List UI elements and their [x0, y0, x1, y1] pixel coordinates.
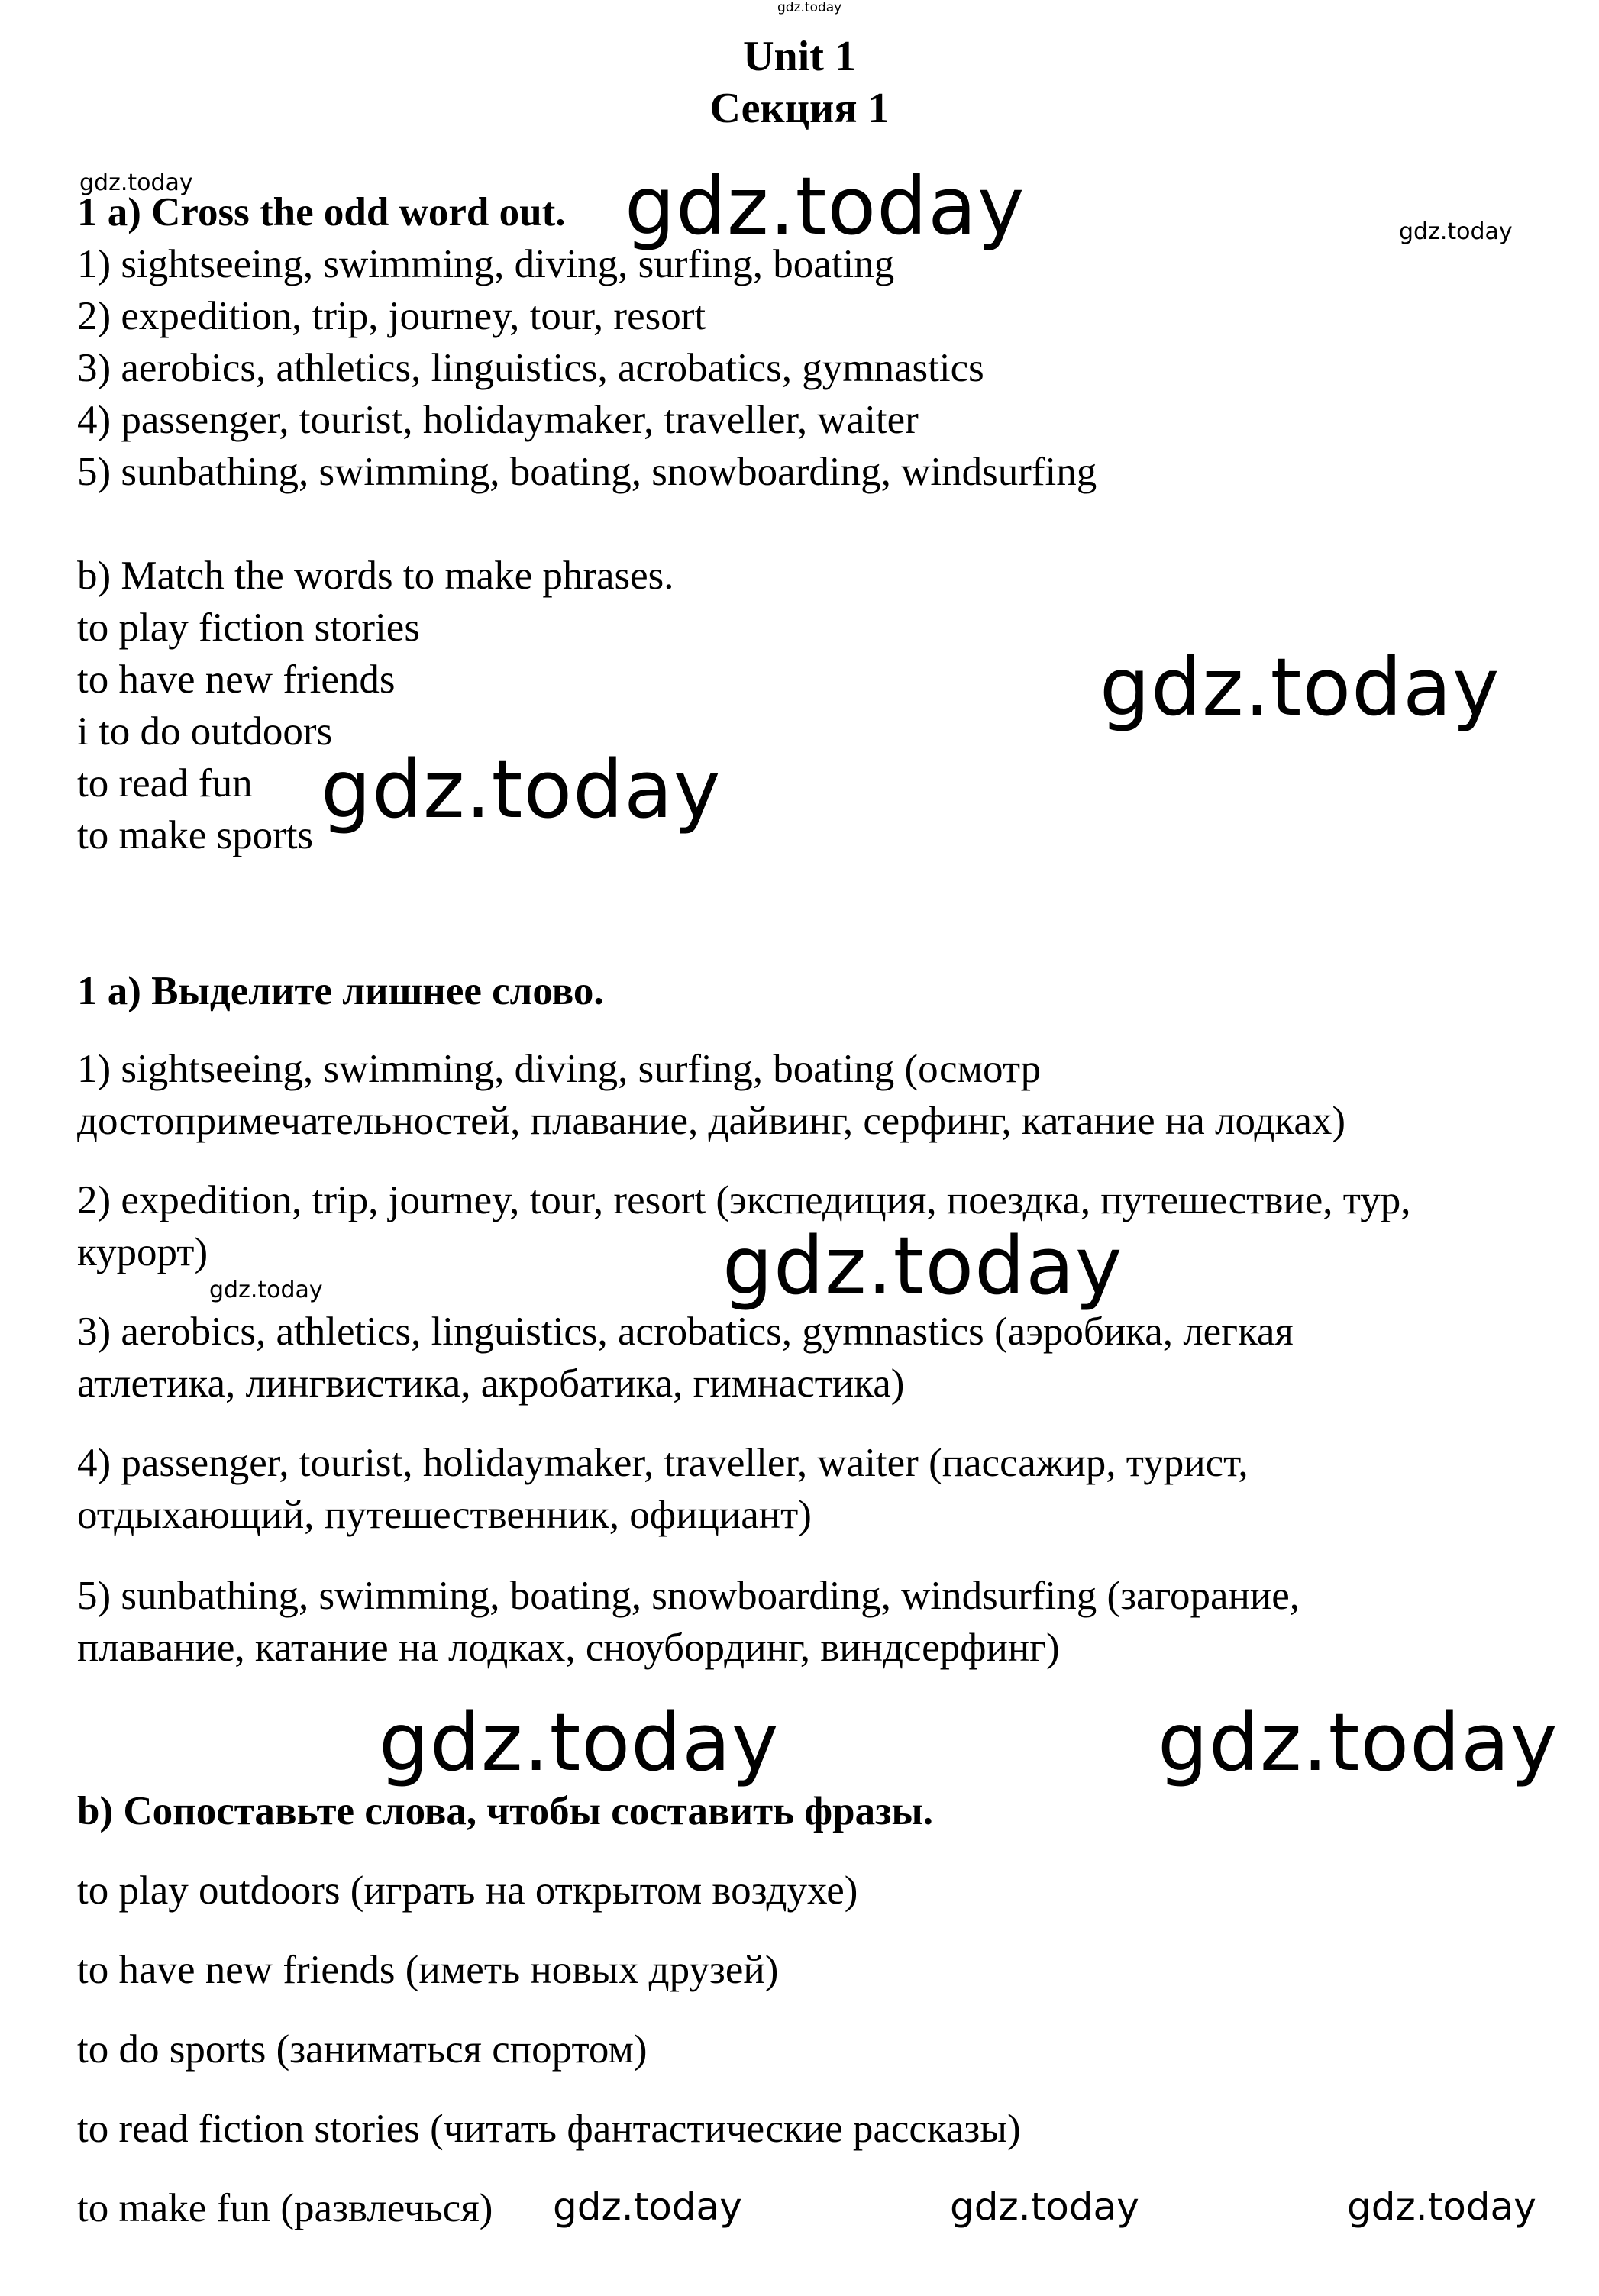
exercise-en-b-item: to have new friends	[77, 657, 396, 702]
watermark-large: gdz.today	[379, 1696, 780, 1789]
exercise-en-b-item: to make sports	[77, 813, 314, 857]
tiny-watermark: gdz.today	[777, 0, 842, 15]
unit-title: Unit 1	[743, 33, 856, 80]
exercise-ru-b-item: to do sports (заниматься спортом)	[77, 2027, 648, 2072]
section-title: Секция 1	[709, 85, 890, 132]
exercise-en-a-title: 1 a) Cross the odd word out.	[77, 190, 566, 234]
watermark-small: gdz.today	[79, 170, 193, 196]
exercise-en-b-item: i to do outdoors	[77, 709, 333, 754]
exercise-ru-a-item-line: 4) passenger, tourist, holidaymaker, traveller, waiter (пассажир, турист,	[77, 1441, 1249, 1485]
exercise-ru-a-item-line: курорт)	[77, 1230, 208, 1274]
exercise-ru-a-item-line: достопримечательностей, плавание, дайвинг, серфинг, катание на лодках)	[77, 1099, 1346, 1143]
exercise-en-b-title: b) Match the words to make phrases.	[77, 554, 674, 598]
watermark-medium: gdz.today	[1347, 2185, 1536, 2229]
watermark-large: gdz.today	[722, 1219, 1123, 1313]
watermark-medium: gdz.today	[950, 2185, 1139, 2229]
exercise-en-a-item: 4) passenger, tourist, holidaymaker, traveller, waiter	[77, 398, 919, 442]
exercise-ru-a-item-line: 5) sunbathing, swimming, boating, snowboarding, windsurfing (загорание,	[77, 1574, 1300, 1618]
exercise-ru-a-item-line: 3) aerobics, athletics, linguistics, acrobatics, gymnastics (аэробика, легкая	[77, 1309, 1294, 1354]
exercise-ru-a-item-line: атлетика, лингвистика, акробатика, гимнастика)	[77, 1361, 905, 1406]
exercise-ru-a-title: 1 а) Выделите лишнее слово.	[77, 969, 604, 1013]
watermark-small: gdz.today	[209, 1277, 323, 1303]
exercise-ru-b-item: to make fun (развлечься)	[77, 2186, 493, 2230]
watermark-large: gdz.today	[1100, 641, 1500, 734]
watermark-medium: gdz.today	[553, 2185, 742, 2229]
exercise-en-a-item: 1) sightseeing, swimming, diving, surfing, boating	[77, 242, 895, 286]
exercise-ru-a-item-line: 1) sightseeing, swimming, diving, surfing, boating (осмотр	[77, 1047, 1042, 1091]
watermark-small: gdz.today	[1399, 218, 1513, 245]
exercise-ru-a-item-line: плавание, катание на лодках, сноубординг, виндсерфинг)	[77, 1626, 1060, 1670]
exercise-ru-b-item: to have new friends (иметь новых друзей)	[77, 1948, 779, 1992]
watermark-large: gdz.today	[625, 160, 1026, 253]
exercise-ru-b-item: to play outdoors (играть на открытом воздухе)	[77, 1868, 858, 1913]
exercise-en-a-item: 3) aerobics, athletics, linguistics, acrobatics, gymnastics	[77, 346, 984, 390]
exercise-ru-b-title: b) Сопоставьте слова, чтобы составить фразы.	[77, 1789, 934, 1833]
exercise-en-a-item: 2) expedition, trip, journey, tour, resort	[77, 294, 706, 338]
watermark-large: gdz.today	[1158, 1696, 1559, 1789]
exercise-ru-a-item-line: отдыхающий, путешественник, официант)	[77, 1493, 812, 1537]
exercise-ru-a-item-line: 2) expedition, trip, journey, tour, resort (экспедиция, поездка, путешествие, тур,	[77, 1178, 1411, 1222]
exercise-en-b-item: to play fiction stories	[77, 605, 420, 650]
exercise-en-b-item: to read fun	[77, 761, 253, 806]
exercise-ru-b-item: to read fiction stories (читать фантастические рассказы)	[77, 2107, 1021, 2151]
watermark-large: gdz.today	[321, 743, 722, 836]
exercise-en-a-item: 5) sunbathing, swimming, boating, snowboarding, windsurfing	[77, 450, 1097, 494]
